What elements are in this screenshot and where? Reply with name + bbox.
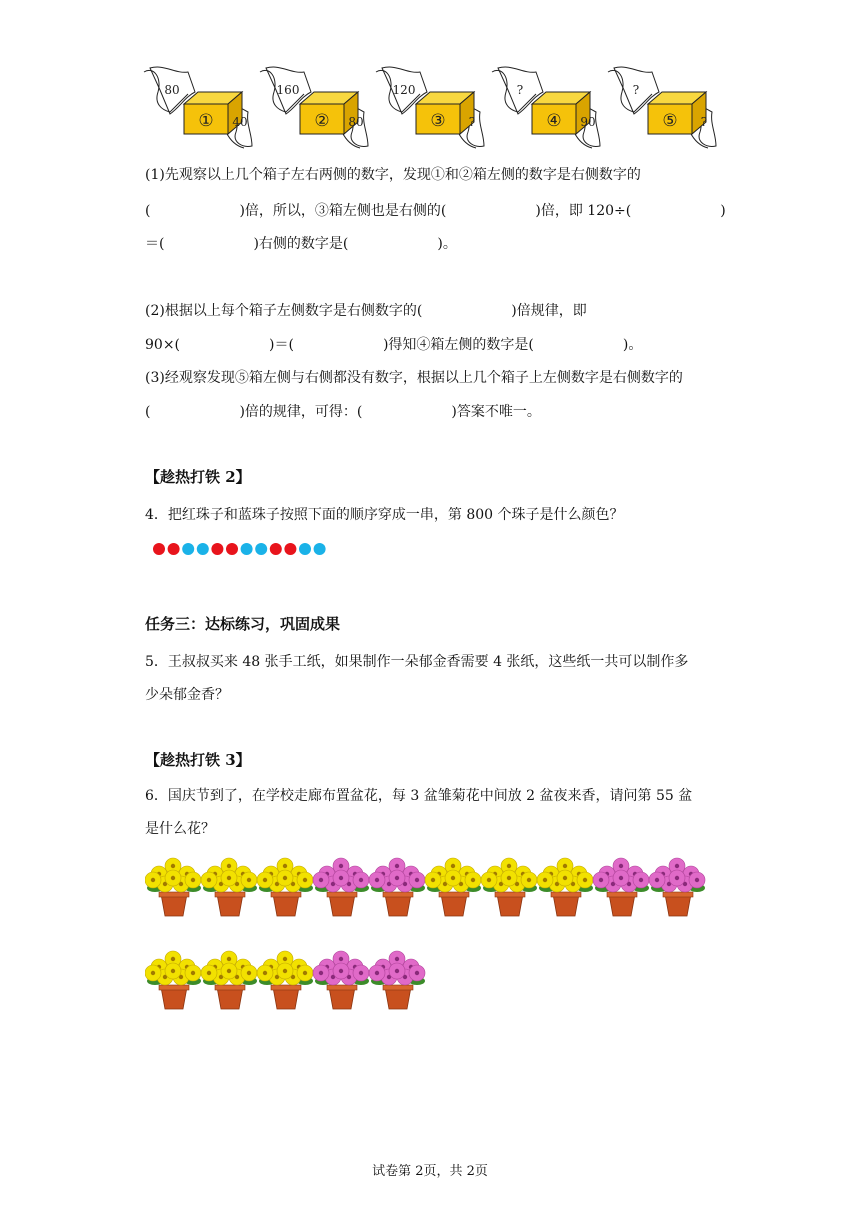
chrysanthemum-pot xyxy=(537,858,593,916)
blue-bead xyxy=(255,543,267,555)
chrysanthemum-pot xyxy=(425,858,481,916)
box-right-number: 80 xyxy=(348,115,364,129)
night-fragrance-pot xyxy=(313,951,369,1009)
question-5-line1: 5．王叔叔买来 48 张手工纸，如果制作一朵郁金香需要 4 张纸，这些纸一共可以制作多 xyxy=(145,654,689,670)
red-bead xyxy=(284,543,296,555)
flower-row-1 xyxy=(145,852,715,922)
box-label: ① xyxy=(198,111,214,131)
box-2 xyxy=(260,67,368,148)
q3-p1-line2: ( )倍，所以，③箱左侧也是右侧的( )倍，即 120÷( ) xyxy=(145,203,726,219)
box-5 xyxy=(608,67,716,148)
q3-p1-line3: ＝( )右侧的数字是( )。 xyxy=(145,236,457,252)
night-fragrance-pot xyxy=(313,858,369,916)
box-label: ② xyxy=(314,111,330,131)
red-bead xyxy=(168,543,180,555)
q3-p3-line1: (3)经观察发现⑤箱左侧与右侧都没有数字，根据以上几个箱子上左侧数字是右侧数字的 xyxy=(145,370,683,386)
task-3-heading: 任务三：达标练习，巩固成果 xyxy=(145,615,341,633)
chrysanthemum-pot xyxy=(145,858,201,916)
box-left-number: 160 xyxy=(276,83,300,97)
box-3 xyxy=(376,67,484,148)
chrysanthemum-pot xyxy=(257,858,313,916)
question-4: 4．把红珠子和蓝珠子按照下面的顺序穿成一串，第 800 个珠子是什么颜色？ xyxy=(145,507,624,523)
box-label: ⑤ xyxy=(662,111,678,131)
box-left-number: 80 xyxy=(164,83,180,97)
box-4 xyxy=(492,67,600,148)
blue-bead xyxy=(241,543,253,555)
section-heading-3: 【趁热打铁 3】 xyxy=(145,751,251,769)
night-fragrance-pot xyxy=(593,858,649,916)
box-left-number: ? xyxy=(516,83,524,97)
red-bead xyxy=(153,543,165,555)
bead-sequence xyxy=(150,540,340,558)
question-5-line2: 少朵郁金香？ xyxy=(145,687,229,703)
q3-p2-line1: (2)根据以上每个箱子左侧数字是右侧数字的( )倍规律，即 xyxy=(145,303,587,319)
chrysanthemum-pot xyxy=(481,858,537,916)
box-right-number: 40 xyxy=(232,115,248,129)
chrysanthemum-pot xyxy=(201,951,257,1009)
box-label: ④ xyxy=(546,111,562,131)
box-left-number: 120 xyxy=(392,83,416,97)
section-heading-2: 【趁热打铁 2】 xyxy=(145,468,251,486)
page-footer: 试卷第 2页，共 2页 xyxy=(372,1164,488,1179)
box-right-number: ? xyxy=(700,115,708,129)
chrysanthemum-pot xyxy=(201,858,257,916)
question-6-line1: 6．国庆节到了，在学校走廊布置盆花，每 3 盆雏菊花中间放 2 盆夜来香，请问第 55 盆 xyxy=(145,788,693,804)
red-bead xyxy=(270,543,282,555)
box-right-number: ? xyxy=(468,115,476,129)
blue-bead xyxy=(182,543,194,555)
night-fragrance-pot xyxy=(369,951,425,1009)
q3-p2-line2: 90×( )＝( )得知④箱左侧的数字是( )。 xyxy=(145,337,643,353)
blue-bead xyxy=(197,543,209,555)
red-bead xyxy=(226,543,238,555)
red-bead xyxy=(211,543,223,555)
night-fragrance-pot xyxy=(369,858,425,916)
night-fragrance-pot xyxy=(649,858,705,916)
chrysanthemum-pot xyxy=(145,951,201,1009)
q3-p1-line1: (1)先观察以上几个箱子左右两侧的数字，发现①和②箱左侧的数字是右侧数字的 xyxy=(145,167,641,183)
box-left-number: ? xyxy=(632,83,640,97)
chrysanthemum-pot xyxy=(257,951,313,1009)
box-right-number: 90 xyxy=(580,115,596,129)
box-label: ③ xyxy=(430,111,446,131)
box-1 xyxy=(144,67,252,148)
blue-bead xyxy=(314,543,326,555)
flower-row-2 xyxy=(145,945,715,1015)
blue-bead xyxy=(299,543,311,555)
boxes-figure xyxy=(140,62,760,154)
q3-p3-line2: ( )倍的规律，可得：( )答案不唯一。 xyxy=(145,404,541,420)
question-6-line2: 是什么花？ xyxy=(145,821,215,837)
